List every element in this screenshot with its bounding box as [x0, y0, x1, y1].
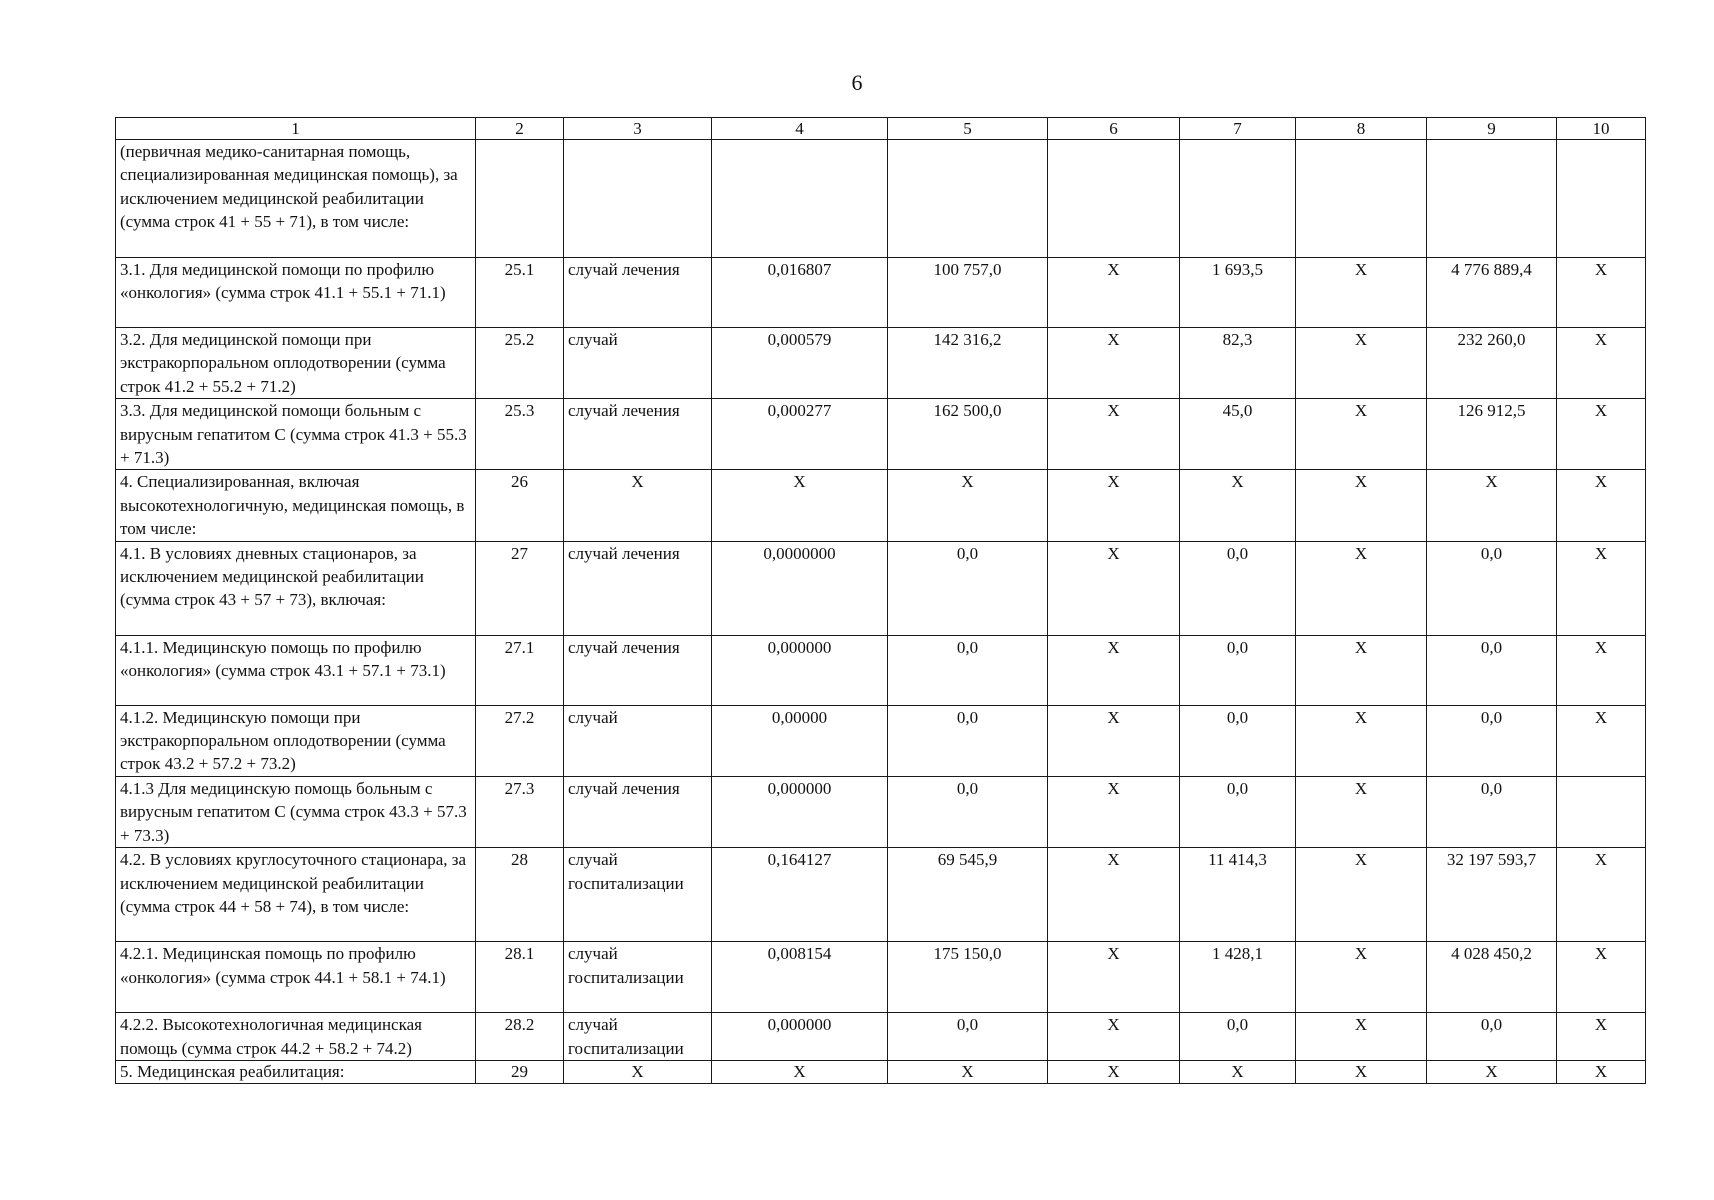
row-cell: Х: [1048, 848, 1180, 942]
row-cell: Х: [1557, 635, 1646, 705]
row-cell: 232 260,0: [1427, 328, 1557, 399]
row-cell: 142 316,2: [888, 328, 1048, 399]
row-cell: 0,0: [1180, 1013, 1296, 1061]
row-unit: случай: [564, 328, 712, 399]
row-cell: Х: [1296, 328, 1427, 399]
row-cell: Х: [1296, 1013, 1427, 1061]
row-cell: Х: [1048, 1061, 1180, 1084]
row-cell: 0,0: [888, 1013, 1048, 1061]
row-name: 4.1.2. Медицинскую помощи при экстракорпоральном оплодотворении (сумма строк 43.2 + 57.2 + 73.2): [116, 705, 476, 776]
row-line-code: 27.1: [476, 635, 564, 705]
row-cell: Х: [1048, 1013, 1180, 1061]
row-cell: Х: [712, 470, 888, 541]
row-cell: [1557, 140, 1646, 258]
row-cell: Х: [1557, 328, 1646, 399]
row-cell: Х: [1557, 541, 1646, 635]
row-line-code: 28.2: [476, 1013, 564, 1061]
data-table: [115, 117, 1646, 1084]
row-cell: [1296, 140, 1427, 258]
row-name: (первичная медико-санитарная помощь, специализированная медицинская помощь), за исключением медицинской реабилитации (сумма строк 41 + 55 + 71), в том числе:: [116, 140, 476, 258]
row-cell: Х: [1048, 470, 1180, 541]
row-cell: Х: [1296, 776, 1427, 847]
row-cell: 126 912,5: [1427, 399, 1557, 470]
row-name: 4.1.1. Медицинскую помощь по профилю «онкология» (сумма строк 43.1 + 57.1 + 73.1): [116, 635, 476, 705]
row-cell: 0,0: [888, 705, 1048, 776]
row-cell: Х: [1557, 399, 1646, 470]
row-cell: Х: [1180, 1061, 1296, 1084]
table-row: [116, 140, 1646, 258]
row-cell: Х: [1048, 942, 1180, 1013]
row-name: 3.1. Для медицинской помощи по профилю «онкология» (сумма строк 41.1 + 55.1 + 71.1): [116, 258, 476, 328]
table-row: [116, 1061, 1646, 1084]
row-cell: Х: [1557, 705, 1646, 776]
row-cell: 0,008154: [712, 942, 888, 1013]
row-cell: Х: [1180, 470, 1296, 541]
row-cell: 0,000277: [712, 399, 888, 470]
column-header: 7: [1180, 118, 1296, 140]
row-name: 4. Специализированная, включая высокотехнологичную, медицинская помощь, в том числе:: [116, 470, 476, 541]
row-cell: 0,0: [888, 635, 1048, 705]
row-cell: 45,0: [1180, 399, 1296, 470]
row-cell: Х: [1048, 541, 1180, 635]
row-cell: 162 500,0: [888, 399, 1048, 470]
column-header: 5: [888, 118, 1048, 140]
column-header: 6: [1048, 118, 1180, 140]
row-line-code: 26: [476, 470, 564, 541]
row-cell: Х: [1557, 942, 1646, 1013]
row-cell: Х: [1557, 1061, 1646, 1084]
column-header: 8: [1296, 118, 1427, 140]
row-cell: Х: [1557, 848, 1646, 942]
row-unit: случай лечения: [564, 776, 712, 847]
table-row: [116, 705, 1646, 776]
table-row: [116, 635, 1646, 705]
row-line-code: 27.3: [476, 776, 564, 847]
row-cell: 4 028 450,2: [1427, 942, 1557, 1013]
row-unit: случай госпитализации: [564, 848, 712, 942]
row-name: 5. Медицинская реабилитация:: [116, 1061, 476, 1084]
row-cell: 4 776 889,4: [1427, 258, 1557, 328]
row-cell: 0,0: [1427, 1013, 1557, 1061]
row-cell: Х: [1557, 1013, 1646, 1061]
row-cell: 0,0: [1180, 776, 1296, 847]
row-cell: 1 693,5: [1180, 258, 1296, 328]
row-cell: Х: [1048, 399, 1180, 470]
page-number: 6: [851, 70, 863, 95]
row-unit: случай лечения: [564, 541, 712, 635]
row-cell: 0,0: [1427, 776, 1557, 847]
row-cell: 0,00000: [712, 705, 888, 776]
row-cell: Х: [1296, 1061, 1427, 1084]
row-cell: 0,0: [1180, 635, 1296, 705]
row-cell: 0,0: [888, 776, 1048, 847]
table-row: [116, 942, 1646, 1013]
row-cell: 0,0: [1180, 541, 1296, 635]
row-line-code: 25.2: [476, 328, 564, 399]
row-cell: 0,000579: [712, 328, 888, 399]
row-cell: Х: [1427, 470, 1557, 541]
column-header: 2: [476, 118, 564, 140]
row-name: 4.2. В условиях круглосуточного стационара, за исключением медицинской реабилитации (сумма строк 44 + 58 + 74), в том числе:: [116, 848, 476, 942]
row-name: 4.2.1. Медицинская помощь по профилю «онкология» (сумма строк 44.1 + 58.1 + 74.1): [116, 942, 476, 1013]
row-cell: Х: [1296, 399, 1427, 470]
row-line-code: 27: [476, 541, 564, 635]
row-name: 4.1. В условиях дневных стационаров, за исключением медицинской реабилитации (сумма строк 43 + 57 + 73), включая:: [116, 541, 476, 635]
row-unit: Х: [564, 470, 712, 541]
row-line-code: 25.3: [476, 399, 564, 470]
row-unit: случай лечения: [564, 635, 712, 705]
row-cell: 0,0000000: [712, 541, 888, 635]
table-row: [116, 541, 1646, 635]
row-cell: 0,0: [1427, 635, 1557, 705]
row-name: 4.2.2. Высокотехнологичная медицинская помощь (сумма строк 44.2 + 58.2 + 74.2): [116, 1013, 476, 1061]
row-unit: случай лечения: [564, 399, 712, 470]
column-header: 3: [564, 118, 712, 140]
table-row: [116, 470, 1646, 541]
row-line-code: 28.1: [476, 942, 564, 1013]
column-header: 10: [1557, 118, 1646, 140]
row-cell: Х: [1296, 705, 1427, 776]
row-cell: 0,0: [888, 541, 1048, 635]
row-name: 3.2. Для медицинской помощи при экстракорпоральном оплодотворении (сумма строк 41.2 + 55.2 + 71.2): [116, 328, 476, 399]
row-cell: 32 197 593,7: [1427, 848, 1557, 942]
table-row: [116, 399, 1646, 470]
column-header: 1: [116, 118, 476, 140]
row-cell: [888, 140, 1048, 258]
row-unit: случай: [564, 705, 712, 776]
row-cell: 0,0: [1180, 705, 1296, 776]
row-cell: Х: [1557, 470, 1646, 541]
row-cell: Х: [1296, 848, 1427, 942]
row-cell: [712, 140, 888, 258]
row-unit: случай госпитализации: [564, 1013, 712, 1061]
row-unit: случай госпитализации: [564, 942, 712, 1013]
row-cell: [1427, 140, 1557, 258]
row-cell: Х: [1048, 776, 1180, 847]
row-cell: Х: [1296, 258, 1427, 328]
row-cell: 82,3: [1180, 328, 1296, 399]
row-line-code: 25.1: [476, 258, 564, 328]
row-cell: 69 545,9: [888, 848, 1048, 942]
row-cell: Х: [888, 1061, 1048, 1084]
row-line-code: 29: [476, 1061, 564, 1084]
row-cell: 0,0: [1427, 705, 1557, 776]
row-name: 3.3. Для медицинской помощи больным с вирусным гепатитом С (сумма строк 41.3 + 55.3 + 71.3): [116, 399, 476, 470]
column-header: 4: [712, 118, 888, 140]
row-line-code: [476, 140, 564, 258]
table-row: [116, 328, 1646, 399]
row-cell: 0,000000: [712, 776, 888, 847]
row-unit: Х: [564, 1061, 712, 1084]
row-cell: [1180, 140, 1296, 258]
row-line-code: 28: [476, 848, 564, 942]
row-cell: Х: [1048, 258, 1180, 328]
column-header-row: [116, 118, 1646, 140]
row-cell: 0,016807: [712, 258, 888, 328]
row-cell: 11 414,3: [1180, 848, 1296, 942]
row-cell: Х: [1296, 635, 1427, 705]
row-cell: 1 428,1: [1180, 942, 1296, 1013]
row-cell: Х: [1296, 942, 1427, 1013]
row-cell: Х: [888, 470, 1048, 541]
table-row: [116, 1013, 1646, 1061]
row-cell: Х: [1296, 470, 1427, 541]
row-cell: Х: [1048, 705, 1180, 776]
column-header: 9: [1427, 118, 1557, 140]
row-cell: Х: [1557, 258, 1646, 328]
row-cell: 0,000000: [712, 1013, 888, 1061]
row-cell: Х: [1048, 635, 1180, 705]
row-cell: 0,000000: [712, 635, 888, 705]
table-row: [116, 258, 1646, 328]
row-unit: случай лечения: [564, 258, 712, 328]
row-cell: Х: [1048, 328, 1180, 399]
table-row: [116, 776, 1646, 847]
row-cell: 175 150,0: [888, 942, 1048, 1013]
row-cell: Х: [1427, 1061, 1557, 1084]
row-cell: 0,0: [1427, 541, 1557, 635]
row-cell: 0,164127: [712, 848, 888, 942]
row-line-code: 27.2: [476, 705, 564, 776]
row-cell: Х: [1296, 541, 1427, 635]
row-unit: [564, 140, 712, 258]
row-cell: Х: [712, 1061, 888, 1084]
row-cell: 100 757,0: [888, 258, 1048, 328]
row-cell: [1048, 140, 1180, 258]
row-cell: [1557, 776, 1646, 847]
row-name: 4.1.3 Для медицинскую помощь больным с вирусным гепатитом С (сумма строк 43.3 + 57.3 + 73.3): [116, 776, 476, 847]
table-row: [116, 848, 1646, 942]
